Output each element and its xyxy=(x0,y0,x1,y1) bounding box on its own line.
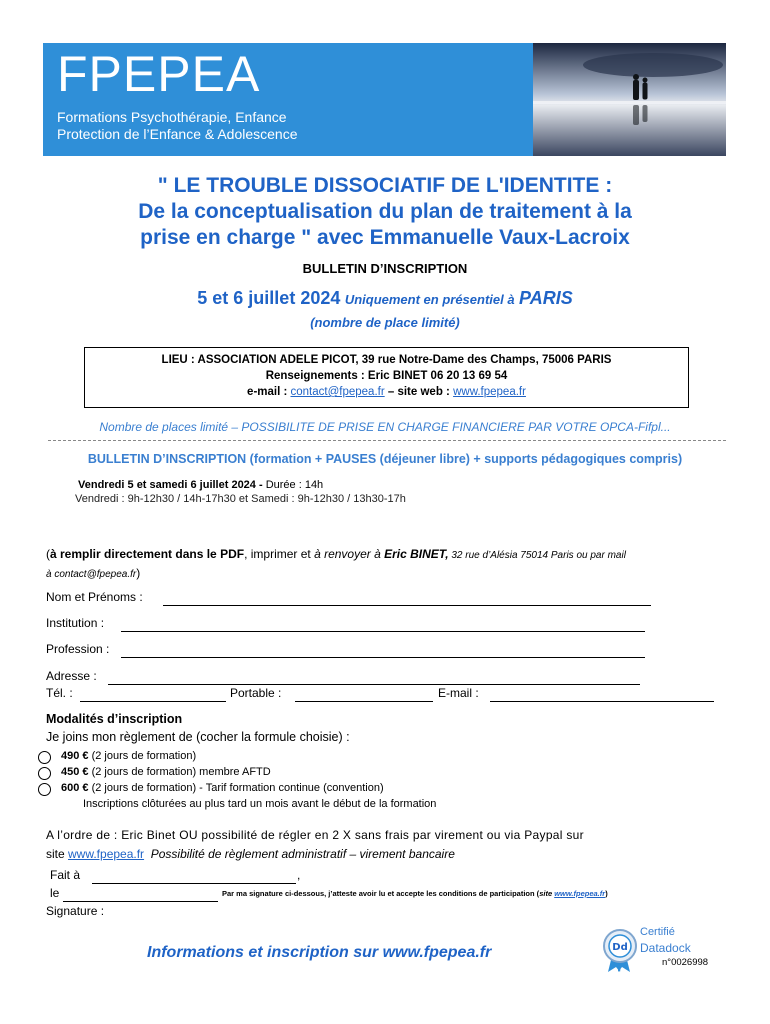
attestation-site-link[interactable]: www.fpepea.fr xyxy=(554,889,606,898)
website-link[interactable]: www.fpepea.fr xyxy=(453,386,526,398)
option-600-desc: (2 jours de formation) - Tarif formation continue (convention) xyxy=(88,782,384,794)
datadock-number: n°0026998 xyxy=(662,957,709,968)
option-600-price: 600 € xyxy=(61,782,89,794)
le-label: le xyxy=(50,886,60,900)
form-instructions-line-2 xyxy=(46,566,140,580)
fait-a-comma: , xyxy=(297,868,301,882)
bulletin-detail: BULLETIN D’INSCRIPTION (formation + PAUSES (déjeuner libre) + supports pédagogiques compris) xyxy=(87,452,683,466)
email-link[interactable]: contact@fpepea.fr xyxy=(290,386,385,398)
brand-logo-text: FPEPEA xyxy=(57,46,261,102)
tel-field[interactable] xyxy=(80,687,226,702)
form-instructions xyxy=(46,547,626,561)
event-city: PARIS xyxy=(519,288,573,308)
date-field[interactable] xyxy=(63,887,218,902)
option-450-radio[interactable] xyxy=(38,767,51,780)
tagline-line-2: Protection de l’Enfance & Adolescence xyxy=(57,126,298,142)
order-website-link[interactable]: www.fpepea.fr xyxy=(68,847,145,861)
attestation-close: ) xyxy=(605,889,608,898)
header-banner xyxy=(43,43,726,156)
event-title-line-3: prise en charge " avec Emmanuelle Vaux-Lacroix xyxy=(140,226,630,249)
fait-a-field[interactable] xyxy=(92,869,296,884)
event-title-line-2: De la conceptualisation du plan de traitement à la xyxy=(138,200,632,223)
modalites-subtitle: Je joins mon règlement de (cocher la formule choisie) : xyxy=(46,730,350,744)
tagline-line-1: Formations Psychothérapie, Enfance xyxy=(57,109,287,125)
datadock-certified: Certifié xyxy=(640,926,675,938)
instructions-mid: , imprimer et xyxy=(244,547,315,561)
nom-label: Nom et Prénoms : xyxy=(46,590,143,604)
portable-field[interactable] xyxy=(295,687,433,702)
email-field[interactable] xyxy=(490,687,714,702)
nom-field[interactable] xyxy=(163,591,651,606)
site-prefix: site xyxy=(46,847,69,861)
tel-label: Tél. : xyxy=(46,686,73,700)
option-600-label xyxy=(61,782,384,794)
paren-open: ( xyxy=(46,547,50,561)
profession-field[interactable] xyxy=(121,643,645,658)
option-490-label xyxy=(61,750,196,762)
email-field-label: E-mail : xyxy=(438,686,479,700)
signature-attestation xyxy=(222,889,608,898)
option-450-label xyxy=(61,766,271,778)
contact-phone: Renseignements : Eric BINET 06 20 13 69 54 xyxy=(265,370,508,382)
adresse-label: Adresse : xyxy=(46,669,97,683)
signature-label: Signature : xyxy=(46,904,105,918)
instructions-italic: à renvoyer à xyxy=(314,547,385,561)
portable-label: Portable : xyxy=(230,686,282,700)
site-label: – site web : xyxy=(387,386,450,398)
option-490-radio[interactable] xyxy=(38,751,51,764)
instructions-address: 32 rue d’Alésia 75014 Paris ou par mail xyxy=(448,550,626,561)
payment-admin-note: Possibilité de règlement administratif – virement bancaire xyxy=(150,847,455,861)
profession-label: Profession : xyxy=(46,642,110,656)
institution-field[interactable] xyxy=(121,617,645,632)
modalites-title: Modalités d’inscription xyxy=(46,712,183,726)
schedule-days-text: Vendredi 5 et samedi 6 juillet 2024 - xyxy=(78,479,263,491)
instructions-bold: à remplir directement dans le PDF xyxy=(50,547,245,561)
header-photo xyxy=(533,43,726,156)
datadock-badge-icon xyxy=(600,926,640,974)
contact-links-line xyxy=(85,386,688,398)
institution-label: Institution : xyxy=(46,616,105,630)
fait-a-label: Fait à xyxy=(50,868,81,882)
instructions-name: Eric BINET, xyxy=(384,547,449,561)
paren-close: ) xyxy=(136,566,141,580)
event-dates-line xyxy=(0,288,770,309)
option-490-price: 490 € xyxy=(61,750,89,762)
schedule-days xyxy=(78,479,323,491)
event-mode: Uniquement en présentiel à xyxy=(344,292,515,307)
bulletin-heading: BULLETIN D’INSCRIPTION xyxy=(302,261,468,276)
option-450-price: 450 € xyxy=(61,766,89,778)
payment-order-line: A l’ordre de : Eric Binet OU possibilité de régler en 2 X sans frais par virement ou via Paypal sur xyxy=(46,828,584,842)
dashed-divider xyxy=(48,440,726,441)
payment-site-line xyxy=(46,847,455,861)
schedule-hours: Vendredi : 9h-12h30 / 14h-17h30 et Samedi : 9h-12h30 / 13h30-17h xyxy=(75,493,406,505)
attestation-site-label: site xyxy=(539,889,555,898)
venue-address: LIEU : ASSOCIATION ADELE PICOT, 39 rue Notre-Dame des Champs, 75006 PARIS xyxy=(161,354,612,366)
schedule-duration: Durée : 14h xyxy=(262,479,324,491)
funding-note: Nombre de places limité – POSSIBILITE DE PRISE EN CHARGE FINANCIERE PAR VOTRE OPCA-Fifpl... xyxy=(99,420,671,434)
email-label: e-mail : xyxy=(247,386,288,398)
registration-deadline-note: Inscriptions clôturées au plus tard un mois avant le début de la formation xyxy=(83,798,437,810)
event-dates: 5 et 6 juillet 2024 xyxy=(197,288,341,308)
event-title-line-1: " LE TROUBLE DISSOCIATIF DE L'IDENTITE : xyxy=(157,174,613,197)
option-600-radio[interactable] xyxy=(38,783,51,796)
datadock-name: Datadock xyxy=(640,941,691,955)
option-490-desc: (2 jours de formation) xyxy=(88,750,197,762)
instructions-email: à contact@fpepea.fr xyxy=(46,569,137,580)
adresse-field[interactable] xyxy=(108,670,640,685)
svg-text:Dd: Dd xyxy=(612,942,628,953)
option-450-desc: (2 jours de formation) membre AFTD xyxy=(88,766,271,778)
attestation-text: Par ma signature ci-dessous, j’atteste avoir lu et accepte les conditions de participation ( xyxy=(222,889,540,898)
footer-info: Informations et inscription sur www.fpepea.fr xyxy=(147,944,492,961)
venue-info-box xyxy=(84,347,689,408)
limited-places-note: (nombre de place limité) xyxy=(310,315,460,330)
